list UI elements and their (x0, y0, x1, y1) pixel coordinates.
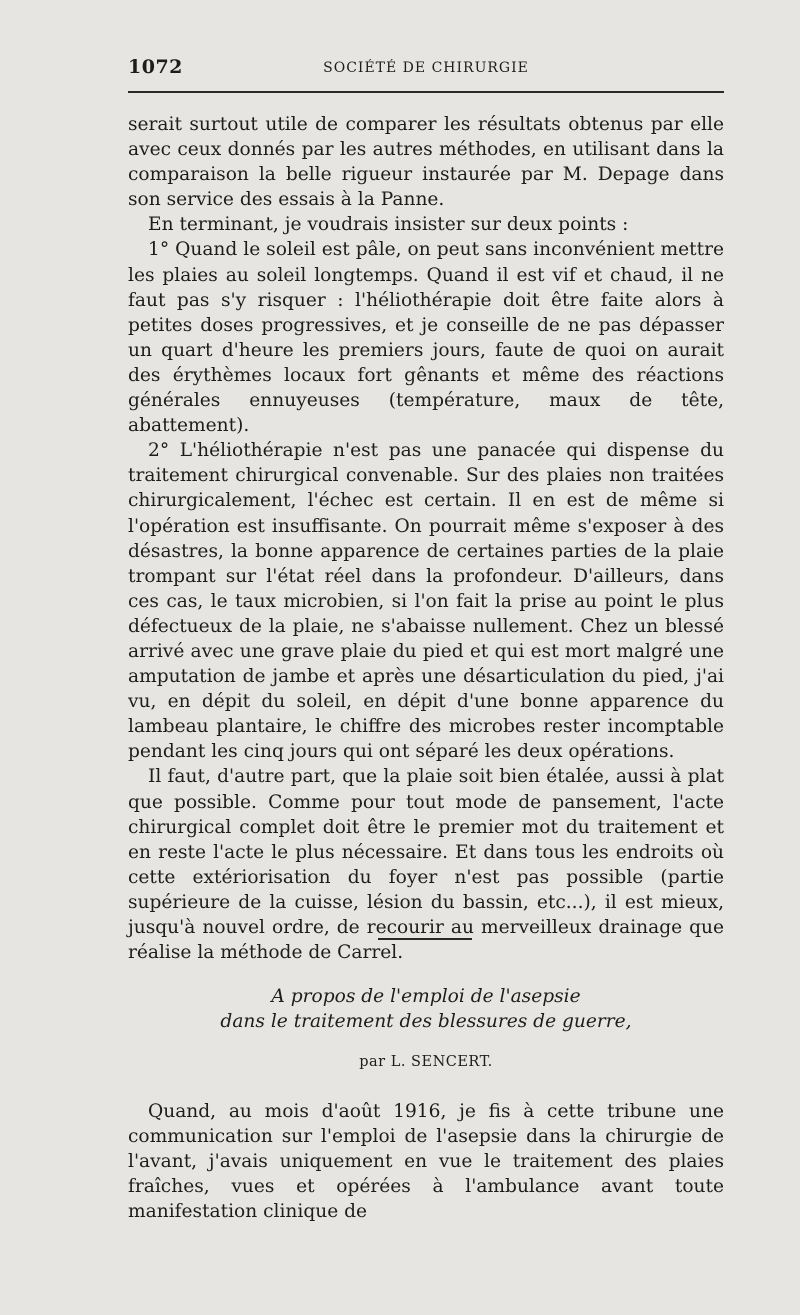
paragraph: En terminant, je voudrais insister sur deux points : (148, 214, 629, 236)
paragraph: serait surtout utile de comparer les résultats obtenus par elle avec ceux donnés par les autres méthodes, en utilisant dans la comparaison la belle rigueur instaurée par M. Depage dans son service des essais à la Panne. (128, 114, 724, 211)
previous-article-conclusion (128, 112, 724, 965)
running-head (128, 56, 724, 80)
journal-title: SOCIÉTÉ DE CHIRURGIE (323, 60, 529, 76)
header-rule (128, 91, 724, 93)
paragraph: Il faut, d'autre part, que la plaie soit bien étalée, aussi à plat que possible. Comme pour tout mode de pansement, l'acte chirurgical complet doit être le premier mot du traitement et en reste l'acte le plus nécessaire. Et dans tous les endroits où cette extériorisation du foyer n'est pas possible (partie supérieure de la cuisse, lésion du bassin, etc...), il est mieux, jusqu'à nouvel ordre, de recourir au merveilleux drainage que réalise la méthode de Carrel. (128, 766, 724, 964)
article-title (128, 984, 724, 1034)
article-title-line: dans le traitement des blessures de guerre, (220, 1011, 632, 1032)
section-separator (378, 938, 472, 940)
page-number: 1072 (128, 56, 183, 78)
paragraph: 2° L'héliothérapie n'est pas une panacée qui dispense du traitement chirurgical convenable. Sur des plaies non traitées chirurgicalement, l'échec est certain. Il en est de même si l'opération est insuffisante. On pourrait même s'exposer à des désastres, la bonne apparence de certaines parties de la plaie trompant sur l'état réel dans la profondeur. D'ailleurs, dans ces cas, le taux microbien, si l'on fait la prise au point le plus défectueux de la plaie, ne s'abaisse nullement. Chez un blessé arrivé avec une grave plaie du pied et qui est mort malgré une amputation de jambe et après une désarticulation du pied, j'ai vu, en dépit du soleil, en dépit d'une bonne apparence du lambeau plantaire, le chiffre des microbes rester incomptable pendant les cinq jours qui ont séparé les deux opérations. (128, 440, 724, 763)
article-title-line: A propos de l'emploi de l'asepsie (271, 986, 581, 1007)
byline: par L. SENCERT. (359, 1054, 493, 1070)
paragraph: 1° Quand le soleil est pâle, on peut sans inconvénient mettre les plaies au soleil longtemps. Quand il est vif et chaud, il ne faut pas s'y risquer : l'héliothérapie doit être faite alors à petites doses progressives, et je conseille de ne pas dépasser un quart d'heure les premiers jours, faute de quoi on aurait des érythèmes locaux fort gênants et même des réactions générales ennuyeuses (température, maux de tête, abattement). (128, 239, 724, 437)
new-article-body (128, 1099, 724, 1224)
paragraph: Quand, au mois d'août 1916, je fis à cette tribune une communication sur l'emploi de l'asepsie dans la chirurgie de l'avant, j'avais uniquement en vue le traitement des plaies fraîches, vues et opérées à l'ambulance avant toute manifestation clinique de (128, 1101, 724, 1223)
